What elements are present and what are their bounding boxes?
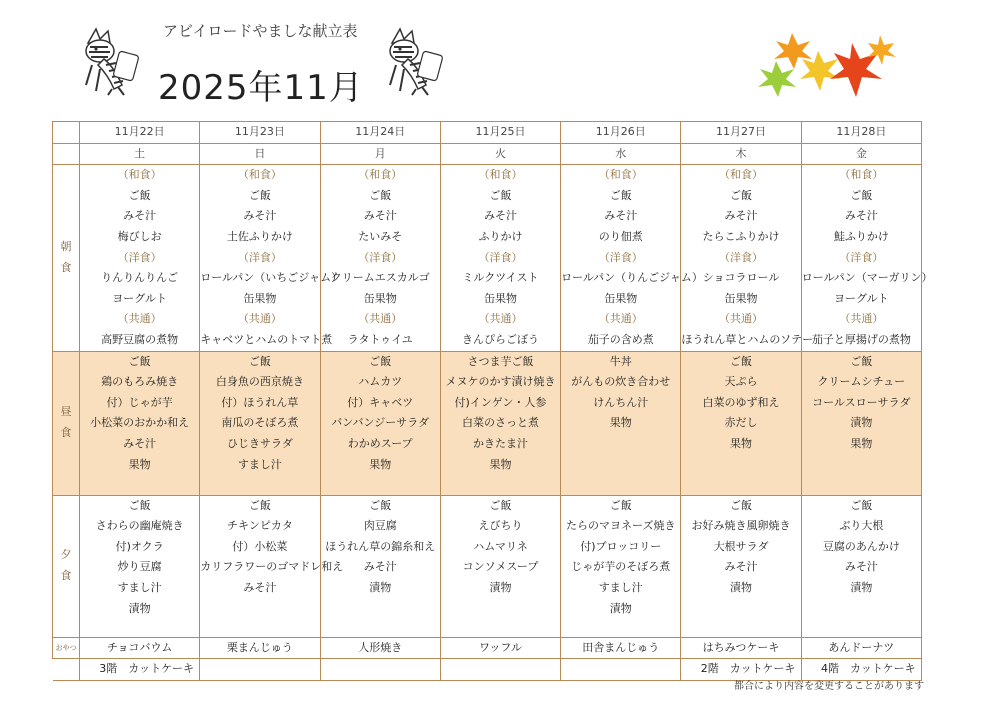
menu-item: クリームエスカルゴ: [330, 271, 430, 285]
menu-item: お好み焼き風卵焼き: [691, 519, 791, 533]
menu-item: 天ぷら: [724, 375, 758, 389]
menu-item: 付)ブロッコリー: [580, 539, 662, 553]
menu-item: ロールパン（いちごジャム）: [200, 271, 343, 285]
menu-item: （共通）: [598, 312, 643, 326]
lunch-cell: [320, 351, 440, 495]
date-row: [53, 122, 922, 144]
menu-item: 缶果物: [483, 291, 517, 305]
menu-item: （洋食）: [117, 250, 162, 264]
menu-item: ショコラロール: [702, 271, 780, 285]
dinner-cell: [440, 495, 560, 637]
menu-item: 梅びしお: [117, 229, 162, 243]
lunch-cell: [681, 351, 801, 495]
menu-item: ご飯: [369, 188, 392, 202]
menu-table: [52, 121, 933, 681]
menu-item: 果物: [489, 457, 512, 471]
menu-item: ご飯: [128, 498, 151, 512]
menu-item: （洋食）: [237, 250, 282, 264]
menu-item: コンソメスープ: [462, 560, 539, 574]
menu-item: 白菜のゆず和え: [702, 395, 780, 409]
autumn-leaves-icon: [752, 25, 902, 105]
menu-item: すまし汁: [598, 580, 643, 594]
menu-item: ご飯: [248, 354, 271, 368]
menu-item: りんりんりんご: [101, 271, 179, 285]
menu-item: みそ汁: [724, 560, 758, 574]
menu-item: ご飯: [489, 188, 512, 202]
menu-item: 大根サラダ: [713, 539, 769, 553]
menu-item: チキンピカタ: [226, 519, 293, 533]
menu-item: 南瓜のそぼろ煮: [221, 416, 299, 430]
date-cell: 11月23日: [200, 122, 320, 144]
menu-item: けんちん汁: [593, 395, 649, 409]
date-cell: 11月25日: [440, 122, 560, 144]
menu-item: ハムマリネ: [473, 539, 528, 553]
menu-item: たいみそ: [358, 229, 403, 243]
floor-note-cell: 4階 カットケーキ: [801, 659, 921, 681]
menu-item: （和食）: [839, 168, 884, 182]
lunch-row: [53, 351, 922, 495]
menu-item: ご飯: [609, 498, 632, 512]
menu-item: 漬物: [850, 416, 873, 430]
menu-item: ロールパン（マーガリン）: [801, 271, 933, 285]
menu-item: ご飯: [609, 188, 632, 202]
menu-item: ご飯: [248, 498, 271, 512]
menu-item: （共通）: [719, 312, 764, 326]
menu-item: コールスローサラダ: [812, 395, 911, 409]
menu-item: ご飯: [128, 188, 151, 202]
corner-cell: [53, 143, 80, 165]
menu-item: 鶏のもろみ焼き: [101, 375, 179, 389]
menu-item: クリームシチュー: [817, 375, 906, 389]
snack-label: おやつ: [53, 637, 80, 659]
menu-item: 缶果物: [604, 291, 638, 305]
weekday-cell: 木: [681, 143, 801, 165]
dinner-label: 夕 食: [53, 495, 80, 637]
breakfast-cell: [320, 165, 440, 351]
weekday-cell: 金: [801, 143, 921, 165]
menu-item: （和食）: [478, 168, 523, 182]
dinner-row: [53, 495, 922, 637]
menu-item: メヌケのかす漬け焼き: [445, 375, 556, 389]
weekday-cell: 水: [561, 143, 681, 165]
menu-item: 肉豆腐: [363, 519, 397, 533]
menu-item: かきたま汁: [472, 436, 528, 450]
date-cell: 11月26日: [561, 122, 681, 144]
menu-item: 付）キャベツ: [347, 395, 414, 409]
floor-note-cell: [440, 659, 560, 681]
breakfast-cell: [801, 165, 933, 351]
menu-item: ご飯: [730, 188, 753, 202]
menu-item: 果物: [850, 436, 873, 450]
menu-item: ご飯: [850, 354, 873, 368]
menu-item: 付）じゃが芋: [106, 395, 173, 409]
menu-item: すまし汁: [237, 457, 282, 471]
menu-item: みそ汁: [243, 209, 277, 223]
menu-item: 漬物: [850, 580, 873, 594]
date-cell: 11月27日: [681, 122, 801, 144]
menu-item: 漬物: [730, 580, 753, 594]
menu-item: ひじきサラダ: [226, 436, 293, 450]
lunch-label: 昼 食: [53, 351, 80, 495]
snack-row: [53, 637, 922, 659]
menu-item: みそ汁: [844, 560, 878, 574]
menu-item: 缶果物: [243, 291, 277, 305]
snack-cell: ワッフル: [440, 637, 560, 659]
menu-title: 2025年11月: [158, 68, 364, 108]
snack-cell: チョコバウム: [80, 637, 200, 659]
menu-item: （洋食）: [358, 250, 403, 264]
floor-note-cell: 2階 カットケーキ: [681, 659, 801, 681]
menu-item: 鮭ふりかけ: [833, 229, 889, 243]
menu-item: ご飯: [730, 354, 753, 368]
zebra-mascot-icon: [382, 25, 444, 97]
menu-item: （共通）: [478, 312, 523, 326]
menu-item: 茄子の含め煮: [587, 332, 654, 346]
menu-item: 缶果物: [724, 291, 758, 305]
menu-item: ヨーグルト: [112, 291, 167, 305]
menu-item: 果物: [128, 457, 151, 471]
menu-item: みそ汁: [363, 209, 397, 223]
menu-item: ご飯: [369, 498, 392, 512]
menu-subtitle: アビイロードやましな献立表: [163, 22, 358, 40]
breakfast-cell: [80, 165, 200, 351]
menu-item: みそ汁: [363, 560, 397, 574]
menu-item: えびちり: [478, 519, 523, 533]
dinner-cell: [80, 495, 200, 637]
weekday-row: [53, 143, 922, 165]
menu-item: ご飯: [248, 188, 271, 202]
menu-item: （和食）: [598, 168, 643, 182]
floor-note-cell: 3階 カットケーキ: [80, 659, 200, 681]
menu-item: キャベツとハムのトマト煮: [200, 332, 333, 346]
snack-cell: 栗まんじゅう: [200, 637, 320, 659]
menu-item: （和食）: [117, 168, 162, 182]
snack-cell: あんドーナツ: [801, 637, 921, 659]
menu-item: 小松菜のおかか和え: [90, 416, 190, 430]
menu-item: みそ汁: [123, 436, 157, 450]
menu-item: バンバンジーサラダ: [331, 416, 430, 430]
menu-item: じゃが芋のそぼろ煮: [571, 560, 671, 574]
menu-item: 牛丼: [609, 354, 632, 368]
weekday-cell: 月: [320, 143, 440, 165]
breakfast-cell: [681, 165, 814, 351]
menu-item: たらのマヨネーズ焼き: [566, 519, 676, 533]
menu-item: （和食）: [358, 168, 403, 182]
snack-cell: はちみつケーキ: [681, 637, 801, 659]
menu-item: （共通）: [358, 312, 403, 326]
menu-item: みそ汁: [123, 209, 157, 223]
menu-item: たらこふりかけ: [702, 229, 780, 243]
menu-item: カリフラワーのゴマドレ和え: [200, 560, 344, 574]
menu-item: （洋食）: [719, 250, 764, 264]
lunch-cell: [561, 351, 681, 495]
lunch-cell: [801, 351, 921, 495]
snack-cell: 田舎まんじゅう: [561, 637, 681, 659]
menu-item: （共通）: [237, 312, 282, 326]
menu-item: さつま芋ご飯: [467, 354, 534, 368]
menu-item: 土佐ふりかけ: [226, 229, 293, 243]
menu-item: 漬物: [609, 601, 632, 615]
menu-item: （共通）: [839, 312, 884, 326]
menu-item: ご飯: [730, 498, 753, 512]
menu-item: （共通）: [117, 312, 162, 326]
menu-item: みそ汁: [604, 209, 638, 223]
menu-item: がんもの炊き合わせ: [571, 375, 671, 389]
menu-item: （洋食）: [478, 250, 523, 264]
menu-item: さわらの幽庵焼き: [95, 519, 184, 533]
menu-item: 豆腐のあんかけ: [822, 539, 900, 553]
corner-cell: [53, 122, 80, 144]
floor-note-cell: [561, 659, 681, 681]
menu-item: ご飯: [850, 188, 873, 202]
footnote: 都合により内容を変更することがあります: [734, 681, 924, 692]
lunch-cell: [200, 351, 320, 495]
menu-item: ふりかけ: [478, 229, 523, 243]
menu-item: 漬物: [128, 601, 151, 615]
menu-item: 白身魚の西京焼き: [215, 375, 304, 389]
menu-item: のり佃煮: [598, 229, 643, 243]
breakfast-cell: [440, 165, 560, 351]
menu-item: 炒り豆腐: [117, 560, 162, 574]
menu-item: ご飯: [128, 354, 151, 368]
menu-item: 付）ほうれん草: [221, 395, 299, 409]
menu-item: 付)インゲン・人参: [454, 395, 547, 409]
menu-item: ハムカツ: [358, 375, 403, 389]
menu-item: わかめスープ: [347, 436, 413, 450]
breakfast-cell: [561, 165, 703, 351]
menu-item: 果物: [730, 436, 753, 450]
dinner-cell: [681, 495, 801, 637]
menu-item: ミルクツイスト: [462, 271, 539, 285]
menu-item: 茄子と厚揚げの煮物: [811, 332, 911, 346]
breakfast-cell: [200, 165, 343, 351]
lunch-cell: [440, 351, 560, 495]
menu-item: みそ汁: [483, 209, 517, 223]
menu-item: 高野豆腐の煮物: [101, 332, 179, 346]
floor-note-cell: [200, 659, 320, 681]
menu-item: みそ汁: [724, 209, 758, 223]
menu-item: ロールパン（りんごジャム）: [561, 271, 703, 285]
menu-item: きんぴらごぼう: [461, 332, 539, 346]
menu-item: （洋食）: [598, 250, 643, 264]
lunch-cell: [80, 351, 200, 495]
dinner-cell: [801, 495, 921, 637]
weekday-cell: 土: [80, 143, 200, 165]
menu-item: 赤だし: [724, 416, 758, 430]
menu-item: 果物: [369, 457, 392, 471]
breakfast-row: [53, 165, 922, 351]
floor-note-cell: [320, 659, 440, 681]
menu-item: 付）小松菜: [232, 539, 288, 553]
menu-item: ラタトゥイユ: [347, 332, 413, 346]
menu-item: 付)オクラ: [115, 539, 164, 553]
menu-item: ほうれん草の錦糸和え: [325, 539, 436, 553]
menu-item: （和食）: [719, 168, 764, 182]
note-spacer: [53, 659, 80, 681]
zebra-mascot-icon: [78, 25, 140, 97]
menu-item: ぶり大根: [839, 519, 884, 533]
weekday-cell: 日: [200, 143, 320, 165]
menu-item: （洋食）: [839, 250, 884, 264]
menu-item: みそ汁: [243, 580, 277, 594]
date-cell: 11月24日: [320, 122, 440, 144]
weekday-cell: 火: [440, 143, 560, 165]
menu-item: 果物: [609, 416, 632, 430]
menu-item: 漬物: [489, 580, 512, 594]
snack-cell: 人形焼き: [320, 637, 440, 659]
menu-item: すまし汁: [117, 580, 162, 594]
dinner-cell: [200, 495, 344, 637]
date-cell: 11月28日: [801, 122, 921, 144]
menu-item: （和食）: [237, 168, 282, 182]
menu-item: ヨーグルト: [834, 291, 889, 305]
menu-item: ほうれん草とハムのソテー: [681, 332, 814, 346]
breakfast-label: 朝 食: [53, 165, 80, 351]
menu-item: ご飯: [369, 354, 392, 368]
menu-item: 缶果物: [363, 291, 397, 305]
menu-item: みそ汁: [844, 209, 878, 223]
date-cell: 11月22日: [80, 122, 200, 144]
menu-item: 漬物: [369, 580, 392, 594]
menu-item: ご飯: [850, 498, 873, 512]
menu-item: 白菜のさっと煮: [461, 416, 539, 430]
menu-item: ご飯: [489, 498, 512, 512]
dinner-cell: [561, 495, 681, 637]
